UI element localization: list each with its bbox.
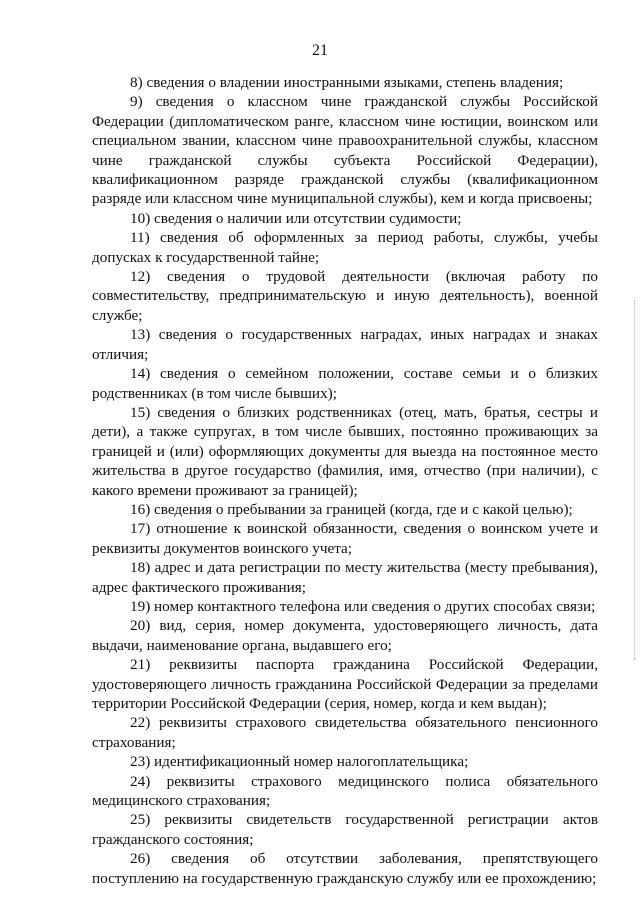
scan-edge-marks — [634, 300, 637, 660]
list-item: 14) сведения о семейном положении, составе семьи и о близких родственниках (в том числе бывших); — [92, 365, 598, 402]
list-item: 24) реквизиты страхового медицинского полиса обязательного медицинского страхования; — [92, 772, 598, 810]
list-item: 18) адрес и дата регистрации по месту жительства (месту пребывания), адрес фактического проживания; — [92, 559, 598, 596]
document-body — [92, 73, 598, 888]
list-item: 21) реквизиты паспорта гражданина Российской Федерации, удостоверяющего личность гражданина Российской Федерации за пределами территории Российской Федерации (серия, номер, когда и кем выдан); — [92, 656, 598, 712]
list-item: 13) сведения о государственных наградах, иных наградах и знаках отличия; — [92, 326, 598, 363]
list-item: 12) сведения о трудовой деятельности (включая работу по совместительству, предпринимательскую и иную деятельность), военной службе; — [92, 268, 598, 324]
list-item: 11) сведения об оформленных за период работы, службы, учебы допусках к государственной тайне; — [92, 229, 598, 266]
list-item: 9) сведения о классном чине гражданской службы Российской Федерации (дипломатическом ранге, классном чине юстиции, воинском или специальном звании, классном чине правоохранительной службы, классном чине гражданской службы субъекта Российской Федерации), квалификационном разряде гражданской службы (квалификационном разряде или классном чине муниципальной службы), кем и когда присвоены; — [92, 93, 598, 208]
list-item: 15) сведения о близких родственниках (отец, мать, братья, сестры и дети), а также супругах, в том числе бывших, постоянно проживающих за границей и (или) оформляющих документы для выезда на постоянное место жительства в другое государство (фамилия, имя, отчество (при наличии), с какого времени проживают за границей); — [92, 403, 598, 499]
list-item: 25) реквизиты свидетельств государственной регистрации актов гражданского состояния; — [92, 811, 598, 848]
list-item: 10) сведения о наличии или отсутствии судимости; — [130, 209, 462, 227]
list-item: 26) сведения об отсутствии заболевания, препятствующего поступлению на государственную гражданскую службу или ее прохождению; — [92, 850, 598, 887]
page-number: 21 — [312, 42, 328, 59]
list-item: 16) сведения о пребывании за границей (когда, где и с какой целью); — [130, 500, 573, 518]
list-item: 17) отношение к воинской обязанности, сведения о воинском учете и реквизиты документов воинского учета; — [92, 520, 598, 557]
list-item: 23) идентификационный номер налогоплательщика; — [130, 753, 469, 771]
list-item: 22) реквизиты страхового свидетельства обязательного пенсионного страхования; — [92, 714, 598, 751]
list-item: 20) вид, серия, номер документа, удостоверяющего личность, дата выдачи, наименование органа, выдавшего его; — [92, 617, 598, 654]
list-item: 8) сведения о владении иностранными языками, степень владения; — [130, 74, 564, 91]
list-item: 19) номер контактного телефона или сведения о других способах связи; — [130, 597, 596, 615]
